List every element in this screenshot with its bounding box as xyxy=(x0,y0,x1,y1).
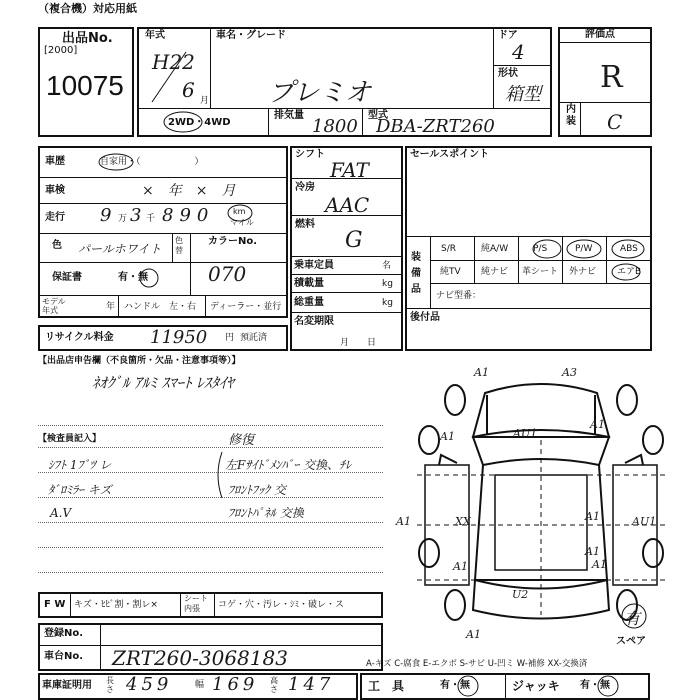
chassis-label: 車台No. xyxy=(44,651,84,662)
cert-length: 459 xyxy=(126,674,173,695)
shift-value: FAT xyxy=(330,158,369,182)
equip-leather: 革シート xyxy=(522,267,559,277)
capacity-unit: 名 xyxy=(382,261,392,271)
equip-abs: ABS xyxy=(620,244,638,254)
aftermarket-label: 後付品 xyxy=(410,312,440,323)
inspector-right-2: ﾌﾛﾝﾄﾌｯｸ 交 xyxy=(228,483,286,497)
inspector-label: 【検査員記入】 xyxy=(38,434,102,444)
year-month: 6 xyxy=(182,78,195,102)
history-label: 車歴 xyxy=(45,156,65,167)
mileage-label: 走行 xyxy=(45,212,65,223)
chassis-value: ZRT260-3068183 xyxy=(112,646,288,670)
change-date-unit: 月 日 xyxy=(340,338,377,348)
history-value: 自家用・（ ） xyxy=(100,157,204,167)
mileage-sen: 3 xyxy=(130,205,142,226)
mark-front-fender-l: A1 xyxy=(440,430,455,443)
sales-point-label: セールスポイント xyxy=(410,149,490,160)
equip-circles xyxy=(518,236,652,284)
year-era: H22 xyxy=(152,50,195,74)
form-title: （複合機）対応用紙 xyxy=(38,2,137,15)
equip-aw: 純A/W xyxy=(481,244,509,254)
cert-length-label: 長さ xyxy=(106,676,114,694)
recycle-label: リサイクル料金 xyxy=(45,332,114,343)
cert-width: 169 xyxy=(212,674,259,695)
displacement-value: 1800 xyxy=(312,116,358,137)
shift-label: シフト xyxy=(295,149,325,160)
recycle-value: 11950 xyxy=(150,327,208,348)
equip-ps: P/S xyxy=(533,244,548,254)
equip-ext-navi: 外ナビ xyxy=(569,267,597,277)
capacity-label: 乗車定員 xyxy=(294,260,334,271)
door-value: 4 xyxy=(512,40,525,64)
mark-rear-door: A1 xyxy=(585,545,600,558)
spare-value: 有 xyxy=(624,609,641,628)
recycle-unit: 円 xyxy=(225,333,235,343)
weight-unit: kg xyxy=(382,298,393,308)
mark-hood: AU1 xyxy=(513,427,538,440)
registration-label: 登録No. xyxy=(44,628,84,639)
fw-label: F W xyxy=(44,599,66,610)
jack-label: ジャッキ xyxy=(512,679,560,693)
inspection-value: × 年 × 月 xyxy=(142,183,236,199)
mileage-unit-km: km xyxy=(233,207,246,216)
mark-front-right: A3 xyxy=(562,366,577,379)
displacement-label: 排気量 xyxy=(274,110,304,121)
mark-rear-left: A1 xyxy=(453,560,468,573)
mileage-unit-mile: マイル xyxy=(230,218,254,227)
cert-label: 車庫証明用 xyxy=(42,680,92,691)
model-year-unit: 年 xyxy=(106,302,116,312)
car-label: 車名・グレード xyxy=(216,30,286,41)
lot-label: 出品No. xyxy=(62,31,113,46)
model-year-label: モデル年式 xyxy=(42,297,66,315)
cert-height-label: 高さ xyxy=(270,676,278,694)
recycle-deposit: 預託済 xyxy=(240,333,268,343)
warranty-value: 有・無 xyxy=(118,272,148,283)
mark-rear-right: A1 xyxy=(592,558,607,571)
inspection-label: 車検 xyxy=(45,185,65,196)
door-label: ドア xyxy=(498,30,518,41)
inspector-left-1: ｼﾌﾄ 1ﾌﾞﾂ レ xyxy=(48,458,112,472)
color-code-value: 070 xyxy=(208,262,247,286)
equip-sr: S/R xyxy=(441,244,456,254)
drive-circle xyxy=(162,110,204,134)
score-label: 評価点 xyxy=(585,29,615,40)
car-name: プレミオ xyxy=(268,78,371,108)
inspector-right-title: 修復 xyxy=(228,433,255,448)
cert-width-label: 幅 xyxy=(195,680,205,690)
color-change-label: 色替 xyxy=(175,236,183,255)
damage-legend: A-キズ C-腐食 E-エクボ S-サビ U-凹ミ W-補修 XX-交換済 xyxy=(366,659,588,669)
mark-front-left: A1 xyxy=(474,366,489,379)
drive-label: 2WD・4WD xyxy=(168,117,231,128)
dealer-type: ディーラー・並行 xyxy=(210,302,282,312)
mark-rear-bumper: A1 xyxy=(466,628,481,641)
equip-airbag: エアB xyxy=(617,267,642,277)
color-value: パールホワイト xyxy=(78,242,162,256)
mark-right-side: AU1 xyxy=(632,515,657,528)
weight-label: 総重量 xyxy=(294,297,324,308)
mark-trunk: U2 xyxy=(512,588,529,601)
change-date-label: 名変期限 xyxy=(294,316,334,327)
warranty-label: 保証書 xyxy=(52,272,82,283)
navi-model-label: ナビ型番： xyxy=(436,291,482,301)
inspector-right-3: ﾌﾛﾝﾄﾊﾟﾈﾙ 交換 xyxy=(228,506,304,520)
color-code-label: カラーNo. xyxy=(208,236,258,247)
lot-number: 10075 xyxy=(46,70,124,101)
fuel-label: 燃料 xyxy=(295,219,315,230)
ac-value: AAC xyxy=(325,193,370,217)
handle-side: ハンドル 左・右 xyxy=(124,302,197,312)
color-label: 色 xyxy=(52,240,62,251)
details-box xyxy=(38,146,288,318)
cert-height: 147 xyxy=(288,674,335,695)
body-shape-label: 形状 xyxy=(498,68,518,79)
mark-xx: XX xyxy=(455,515,471,528)
spare-label: スペア xyxy=(616,636,646,647)
jack-value: 有・無 xyxy=(580,680,610,691)
mark-front-fender-r: A1 xyxy=(590,418,605,431)
month-unit: 月 xyxy=(200,96,210,106)
seat-label: シート内張 xyxy=(184,594,208,613)
mileage-sen-label: 千 xyxy=(146,214,156,224)
mileage-rest: 890 xyxy=(162,205,215,226)
tools-label: 工 具 xyxy=(368,679,405,693)
fw-items: キズ・ﾋﾋﾞ割・割レ× xyxy=(74,600,158,610)
mark-right-door: A1 xyxy=(585,510,600,523)
mark-left-side: A1 xyxy=(396,515,411,528)
load-label: 積載量 xyxy=(294,278,324,289)
inspector-right-1: 左Fｻｲﾄﾞﾒﾝﾊﾞｰ 交換、ﾁﾚ xyxy=(225,458,352,472)
mileage-man-label: 万 xyxy=(118,214,128,224)
seller-notes-label: 【出品店申告欄（不良箇所・欠品・注意事項等）】 xyxy=(38,356,241,366)
ac-label: 冷房 xyxy=(295,182,315,193)
mileage-man: 9 xyxy=(100,205,112,226)
tools-value: 有・無 xyxy=(440,680,470,691)
inspector-left-3: A.V xyxy=(50,506,72,520)
score-value: R xyxy=(600,60,623,95)
equipment-label: 装備品 xyxy=(411,252,421,295)
interior-label: 内装 xyxy=(566,104,576,127)
model-label: 型式 xyxy=(368,110,388,121)
body-shape-value: 箱型 xyxy=(505,84,541,105)
load-unit: kg xyxy=(382,279,393,289)
year-label: 年式 xyxy=(145,30,165,41)
model-value: DBA-ZRT260 xyxy=(376,116,495,137)
seller-notes-text: ﾈｵｸﾞﾙ ｱﾙﾐ ｽﾏｰﾄ ﾚｽﾀｲﾔ xyxy=(92,374,234,392)
equip-pw: P/W xyxy=(575,244,593,254)
seat-items: コゲ・穴・汚レ・ｼﾐ・破レ・ス xyxy=(218,600,345,610)
equip-tv: 純TV xyxy=(440,267,461,277)
fuel-value: G xyxy=(345,228,363,253)
inspector-left-2: ﾀﾞﾛﾐﾗｰ キズ xyxy=(48,483,112,497)
interior-value: C xyxy=(607,110,623,134)
equip-navi: 純ナビ xyxy=(481,267,509,277)
lot-tag: [2000] xyxy=(44,45,78,56)
